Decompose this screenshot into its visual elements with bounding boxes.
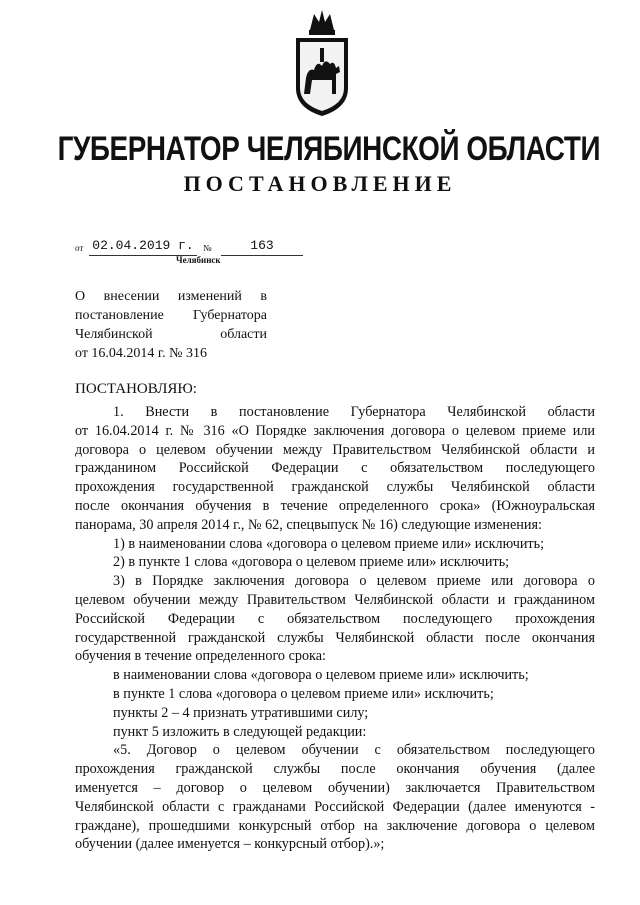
body-line: 1. Внести в постановление Губернатора Челябинской области <box>113 404 595 420</box>
document-subject <box>75 287 267 363</box>
body-line: пункт 5 изложить в следующей редакции: <box>113 723 367 740</box>
body-line: прохождения гражданской службы после окончания обучения (далее <box>75 761 595 778</box>
decree-word: ПОСТАНОВЛЯЮ: <box>75 381 197 397</box>
body-line: прохождения государственной гражданской службы Челябинской области <box>75 479 595 496</box>
subject-line: Челябинской области <box>75 327 267 342</box>
body-line: 2) в пункте 1 слова «договора о целевом приеме или» исключить; <box>113 554 510 571</box>
subject-line: постановление Губернатора <box>75 308 267 323</box>
body-line: обучении (далее именуется – конкурсный отбор).»; <box>75 836 385 853</box>
document-date: 02.04.2019 г. <box>89 238 197 256</box>
date-label: от <box>75 243 84 253</box>
body-line: целевом обучении между Правительством Челябинской области и гражданином <box>75 591 595 608</box>
document-city: Челябинск <box>176 255 221 265</box>
body-line: государственной гражданской службы Челябинской области после окончания <box>75 629 595 646</box>
body-line: панорама, 30 апреля 2014 г., № 62, спецвыпуск № 16) следующие изменения: <box>75 516 542 533</box>
body-line: 3) в Порядке заключения договора о целевом приеме или договора о <box>113 573 595 590</box>
body-line: Российской Федерации с обязательством последующего прохождения <box>75 610 595 627</box>
body-line: от 16.04.2014 г. № 316 «О Порядке заключения договора о целевом приеме или <box>75 422 595 439</box>
body-line: именуется – договор о целевом обучении) заключается Правительством <box>75 779 595 796</box>
body-line: в наименовании слова «договора о целевом приеме или» исключить; <box>113 667 529 684</box>
body-line: 1) в наименовании слова «договора о целевом приеме или» исключить; <box>113 535 545 552</box>
subject-line: от 16.04.2014 г. № 316 <box>75 346 207 361</box>
number-label: № <box>203 243 212 253</box>
document-number: 163 <box>221 238 303 256</box>
document-body <box>75 403 595 854</box>
body-line: обучения в течение определенного срока: <box>75 648 326 665</box>
body-line: гражданином Российской Федерации с обязательством последующего <box>75 460 595 477</box>
body-line: пункты 2 – 4 признать утратившими силу; <box>113 704 369 721</box>
body-line: граждане), прошедшими конкурсный отбор на заключение договора о целевом <box>75 817 595 834</box>
body-line: договора о целевом обучении между Правительством Челябинской области и <box>75 441 595 458</box>
document-type: ПОСТАНОВЛЕНИЕ <box>183 171 457 196</box>
body-line: в пункте 1 слова «договора о целевом приеме или» исключить; <box>113 685 494 702</box>
body-line: Челябинской области с гражданами Российской Федерации (далее именуются - <box>75 798 595 815</box>
subject-line: О внесении изменений в <box>75 289 267 304</box>
org-title: ГУБЕРНАТОР ЧЕЛЯБИНСКОЙ ОБЛАСТИ <box>57 130 601 168</box>
coat-of-arms-icon <box>290 8 354 118</box>
body-line: после окончания обучения в течение определенного срока» (Южноуральская <box>75 497 595 514</box>
body-line: «5. Договор о целевом обучении с обязательством последующего <box>113 742 595 759</box>
